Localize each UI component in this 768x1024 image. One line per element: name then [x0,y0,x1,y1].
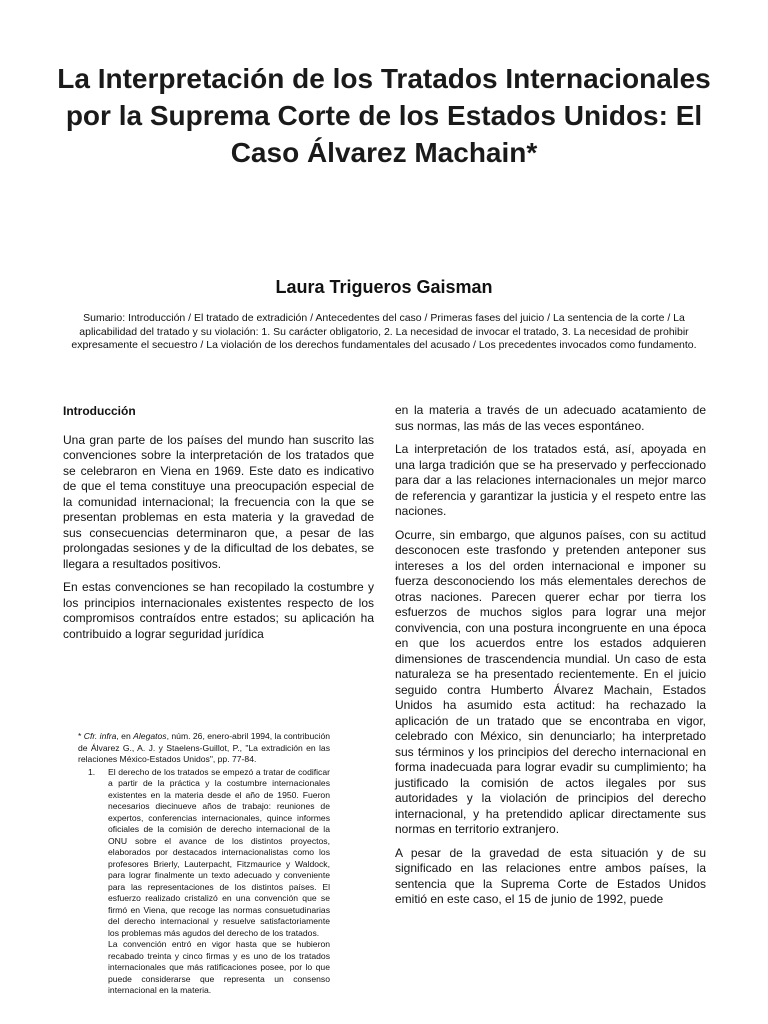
article-title: La Interpretación de los Tratados Internacionales por la Suprema Corte de los Estados Unidos: El Caso Álvarez Machain* [57,63,711,168]
footnote-star-mark: * [78,731,82,741]
paragraph: En estas convenciones se han recopilado la costumbre y los principios internacionales existentes respecto de los compromisos contraídos entre estados; su aplicación ha contribuido a lograr seguridad jurídica [63,580,374,641]
paragraph: Ocurre, sin embargo, que algunos países, con su actitud desconocen este trasfondo y pretenden anteponer sus intereses a los del orden internacional e imponer su fuerza desconociendo los más elementales derechos de otras naciones. Parecen querer echar por tierra los esfuerzos de muchos siglos para lograr una mejor convivencia, con una postura incongruente en una época en que los acuerdos entre los estados adquieren dimensiones de trascendencia mundial. Un caso de esta naturaleza se ha presentado recientemente. En el juicio seguido contra Humberto Álvarez Machain, Estados Unidos ha asumido esta actitud: ha rechazado la aplicación de un tratado que se encontraba en vigor, celebrado con México, sin denunciarlo; ha interpretado sus términos y los principios del derecho internacional en forma inadecuada para lograr evadir su cumplimiento; ha justificado la comisión de actos ilegales por sus autoridades y la violación de principios del derecho internacional, y ha pretendido aplicar directamente sus normas en territorio extranjero. [395,527,706,836]
footnote-number: 1. [88,766,96,777]
section-heading-introduccion: Introducción [63,404,136,418]
footnote-text: El derecho de los tratados se empezó a tratar de codificar a partir de la práctica y la costumbre internacionales existentes en la materia desde el año de 1950. Fueron necesarios diecinueve años de trabajo: reuniones de expertos, conferencias internacionales, quince informes oficiales de la comisión de derecho internacional de la ONU sobre el avance de los distintos proyectos, elaborados por destacados internacionalistas como los profesores Brierly, Lauterpacht, Fitzmaurice y Waldock, para lograr finalmente un texto adecuado y conveniente para las representaciones de los distintos países. El esfuerzo realizado cristalizó en una convención que se firmó en Viena, que recoge las normas consuetudinarias del derecho internacional y resuelve satisfactoriamente los problemas más agudos del derecho de los tratados. [108,766,330,938]
footnote-star-pre: , en [116,731,131,741]
footnote-1 [78,767,330,940]
summary: Sumario: Introducción / El tratado de extradición / Antecedentes del caso / Primeras fases del juicio / La sentencia de la corte / La aplicabilidad del tratado y su violación: 1. Su carácter obligatorio, 2. La necesidad de invocar el tratado, 3. La necesidad de prohibir expresamente el secuestro / La violación de los derechos fundamentales del acusado / Los precedentes invocados como fundamento. [71,312,697,351]
footnote-star-text: , núm. 26, enero-abril 1994, la contribución de Álvarez G., A. J. y Staelens-Guillot, P., "La extradición en las relaciones México-Estados Unidos", pp. 77-84. [78,731,331,764]
footnote-star [78,731,330,766]
paragraph: Una gran parte de los países del mundo han suscrito las convenciones sobre la interpretación de los tratados que se celebraron en Viena en 1969. Este dato es indicativo de que el tema constituye una preocupación especial de la comunidad internacional; la frecuencia con la que se presentan problemas en esta materia y la gravedad de sus consecuencias determinaron que, a pesar de las prolongadas sesiones y de la dificultad de los debates, se llegara a resultados positivos. [63,432,374,571]
footnote-1-continuation: La convención entró en vigor hasta que se hubieron recabado treinta y cinco firmas y es uno de los tratados internacionales que más ratificaciones posee, por lo que puede considerarse que representa un consenso internacional en la materia. [108,939,330,995]
footnotes [78,731,330,998]
right-column [395,403,706,916]
paragraph: A pesar de la gravedad de esta situación y de su significado en las relaciones entre ambos países, la sentencia que la Suprema Corte de Estados Unidos emitió en este caso, el 15 de junio de 1992, puede [395,845,706,906]
left-column [63,404,374,650]
footnote-journal: Alegatos [133,731,167,741]
author-name: Laura Trigueros Gaisman [275,277,493,297]
paragraph: en la materia a través de un adecuado acatamiento de sus normas, las más de las veces espontáneo. [395,403,706,433]
paragraph: La interpretación de los tratados está, así, apoyada en una larga tradición que se ha preservado y perfeccionado para dar a las relaciones internacionales un mejor marco de referencia y garantizar la justicia y el respeto entre las naciones. [395,442,706,518]
footnote-cfr: Cfr. infra [83,731,117,741]
